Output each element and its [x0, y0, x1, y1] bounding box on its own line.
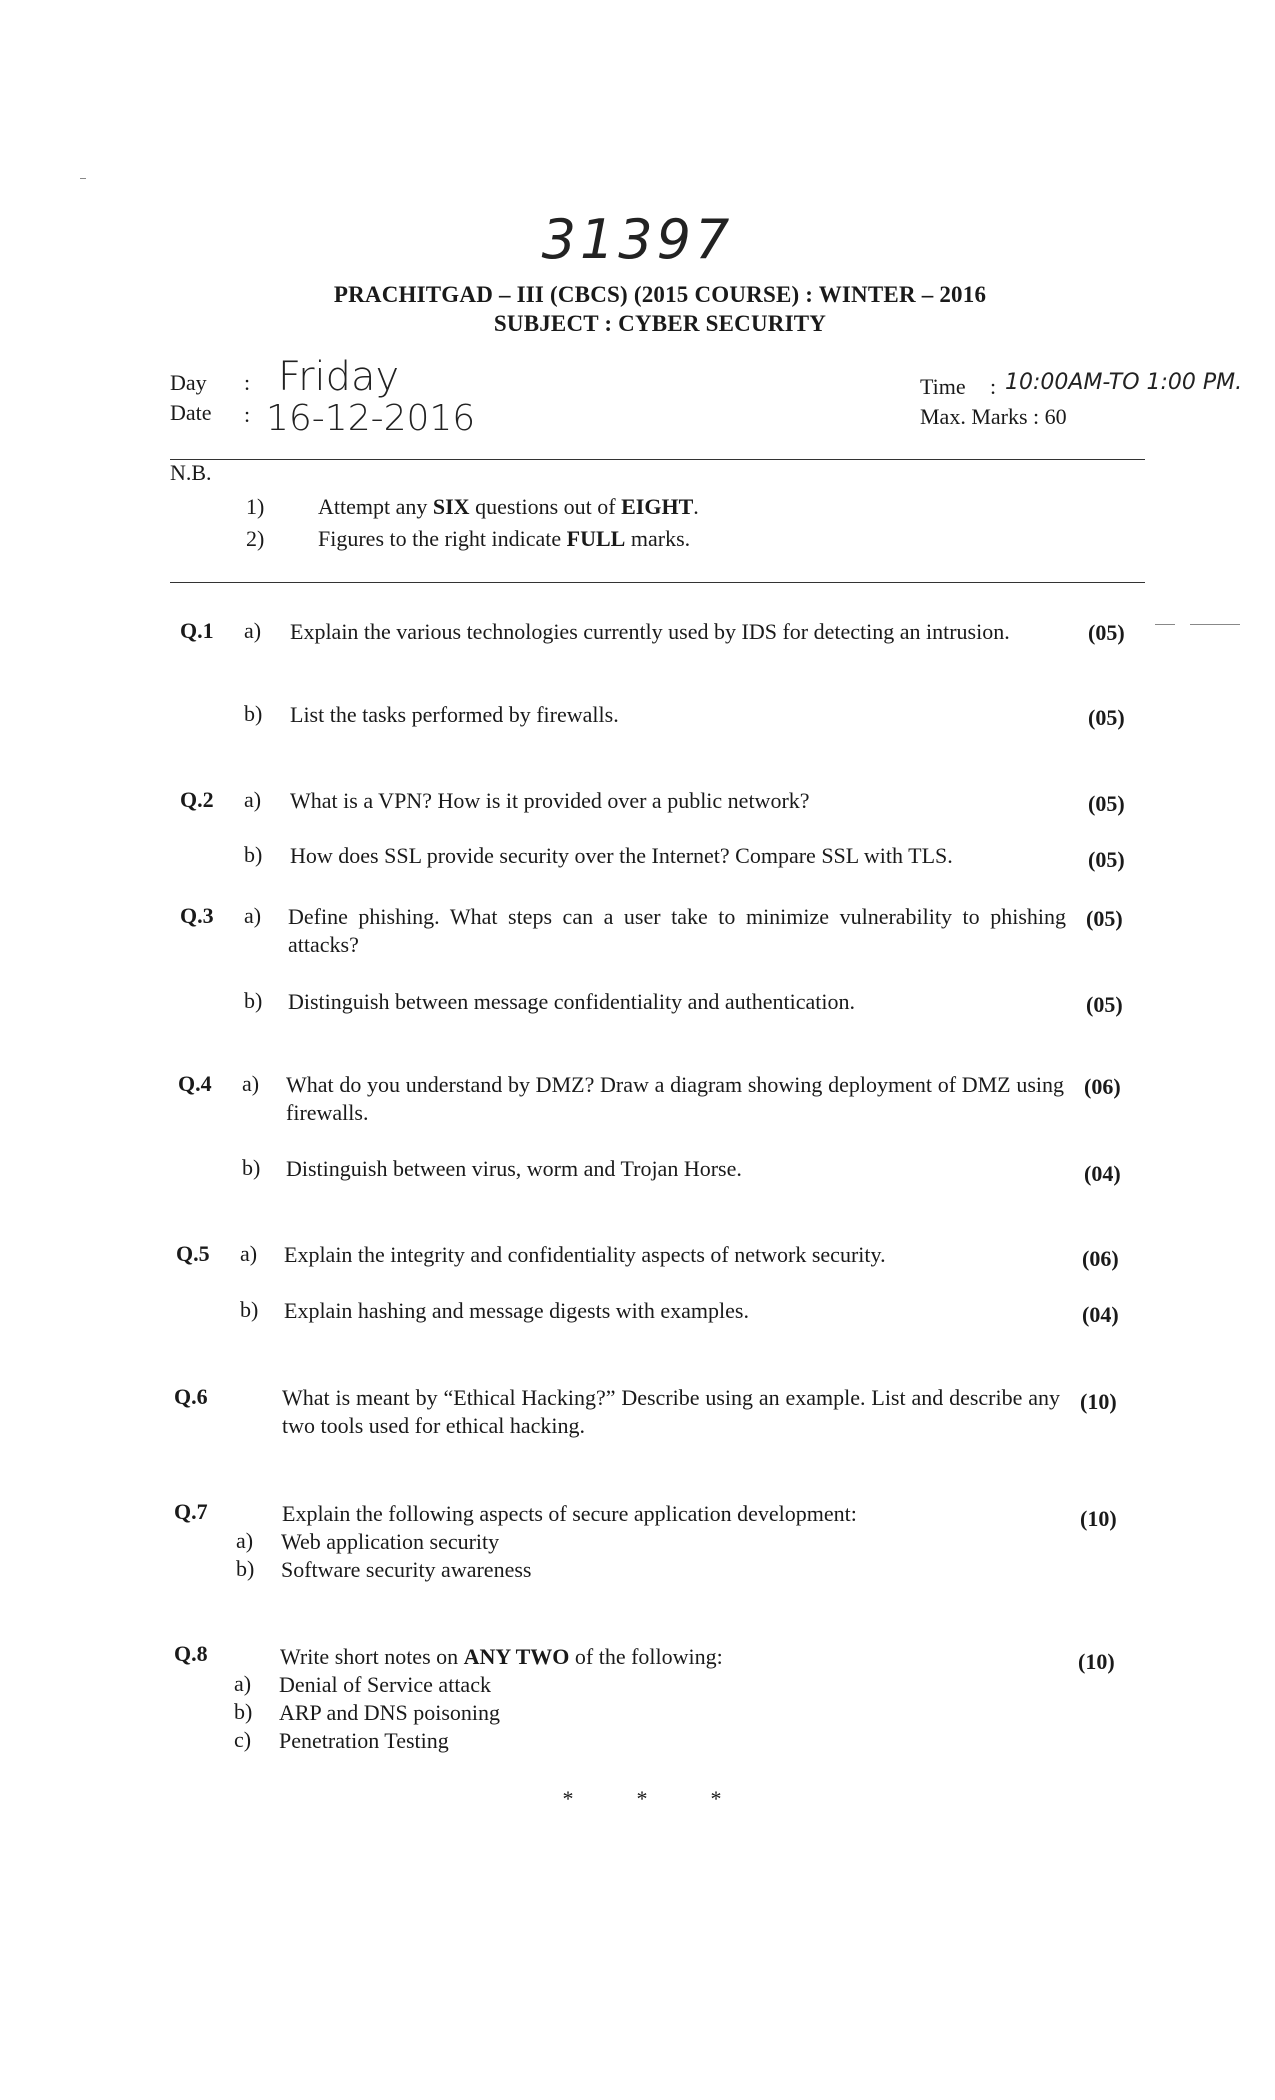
marks: (05)	[1088, 705, 1125, 730]
sub-part-label: a)	[244, 787, 262, 812]
question-text: How does SSL provide security over the Internet? Compare SSL with TLS.	[290, 843, 953, 868]
date-label: Date	[170, 400, 212, 425]
question-item: Web application security	[281, 1529, 500, 1554]
date-value: 16-12-2016	[266, 398, 476, 439]
sub-part-label: b)	[240, 1297, 259, 1322]
max-marks: Max. Marks : 60	[920, 404, 1067, 429]
question-item: Penetration Testing	[279, 1728, 449, 1753]
scan-speck	[1155, 624, 1175, 625]
star: *	[710, 1786, 722, 1811]
paper-code: 31397	[541, 208, 734, 271]
sub-part-label: a)	[244, 903, 262, 928]
nb-item: Figures to the right indicate FULL marks.	[318, 526, 691, 551]
sub-part-label: b)	[244, 842, 263, 867]
marks: (10)	[1080, 1506, 1117, 1531]
question-number: Q.1	[180, 618, 214, 643]
question-item: ARP and DNS poisoning	[279, 1700, 501, 1725]
day-value: Friday	[278, 354, 400, 400]
sub-part-label: a)	[242, 1071, 260, 1096]
scan-speck	[80, 178, 86, 179]
end-marker	[531, 1786, 753, 1812]
marks: (05)	[1088, 791, 1125, 816]
nb-label: N.B.	[170, 460, 212, 485]
question-number: Q.7	[174, 1499, 208, 1524]
sub-part-label: c)	[234, 1727, 252, 1752]
sub-part-label: a)	[244, 618, 262, 643]
marks: (05)	[1088, 620, 1125, 645]
marks: (04)	[1084, 1161, 1121, 1186]
scan-speck	[1190, 624, 1240, 625]
question-item: Denial of Service attack	[279, 1672, 491, 1697]
question-number: Q.6	[174, 1384, 208, 1409]
question-text: What is meant by “Ethical Hacking?” Describe using an example. List and describe any two tools used for ethical hacking.	[282, 1385, 1060, 1438]
marks: (05)	[1086, 992, 1123, 1017]
question-text: Distinguish between message confidentiality and authentication.	[288, 989, 855, 1014]
marks: (10)	[1078, 1649, 1115, 1674]
question-number: Q.5	[176, 1241, 210, 1266]
question-text: List the tasks performed by firewalls.	[290, 702, 619, 727]
question-number: Q.4	[178, 1071, 212, 1096]
divider	[170, 582, 1145, 583]
exam-title: PRACHITGAD – III (CBCS) (2015 COURSE) : WINTER – 2016	[333, 282, 987, 307]
marks: (04)	[1082, 1302, 1119, 1327]
marks: (05)	[1088, 847, 1125, 872]
question-text: Explain hashing and message digests with examples.	[284, 1298, 749, 1323]
sub-part-label: b)	[234, 1699, 253, 1724]
sub-part-label: b)	[242, 1155, 261, 1180]
divider	[170, 459, 1145, 460]
question-text: Write short notes on ANY TWO of the following:	[280, 1644, 723, 1669]
sub-part-label: b)	[236, 1556, 255, 1581]
marks: (06)	[1082, 1246, 1119, 1271]
question-text: Explain the following aspects of secure application development:	[282, 1501, 857, 1526]
question-text: Explain the integrity and confidentiality aspects of network security.	[284, 1242, 886, 1267]
question-text: Define phishing. What steps can a user take to minimize vulnerability to phishing attacks?	[288, 904, 1066, 957]
marks: (06)	[1084, 1074, 1121, 1099]
time-label: Time	[920, 374, 966, 399]
question-text: What is a VPN? How is it provided over a public network?	[290, 788, 810, 813]
question-number: Q.2	[180, 787, 214, 812]
sub-part-label: a)	[234, 1671, 252, 1696]
question-text: What do you understand by DMZ? Draw a diagram showing deployment of DMZ using firewalls.	[286, 1072, 1064, 1125]
marks: (10)	[1080, 1389, 1117, 1414]
question-number: Q.3	[180, 903, 214, 928]
star: *	[636, 1786, 648, 1811]
star: *	[562, 1786, 574, 1811]
sub-part-label: b)	[244, 988, 263, 1013]
question-number: Q.8	[174, 1641, 208, 1666]
question-item: Software security awareness	[281, 1557, 532, 1582]
nb-item-number: 2)	[246, 526, 265, 551]
day-label: Day	[170, 370, 207, 395]
subject-title: SUBJECT : CYBER SECURITY	[493, 311, 827, 336]
marks: (05)	[1086, 906, 1123, 931]
sub-part-label: a)	[236, 1528, 254, 1553]
time-value: 10:00AM-TO 1:00 PM.	[1005, 370, 1243, 395]
date-colon: :	[244, 402, 251, 427]
sub-part-label: b)	[244, 701, 263, 726]
day-colon: :	[244, 370, 251, 395]
question-text: Distinguish between virus, worm and Trojan Horse.	[286, 1156, 742, 1181]
sub-part-label: a)	[240, 1241, 258, 1266]
nb-item-number: 1)	[246, 494, 265, 519]
nb-item: Attempt any SIX questions out of EIGHT.	[318, 494, 699, 519]
question-text: Explain the various technologies currently used by IDS for detecting an intrusion.	[290, 619, 1010, 644]
time-colon: :	[990, 374, 997, 399]
